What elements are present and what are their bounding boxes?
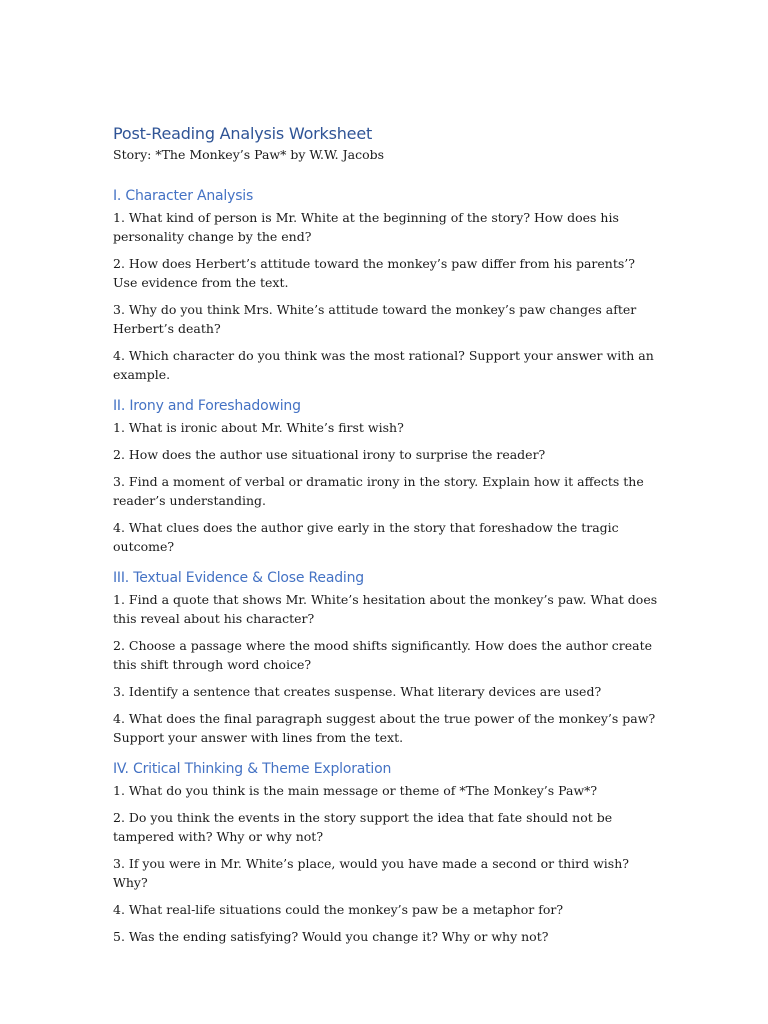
question: 1. What do you think is the main message or theme of *The Monkey’s Paw*? [113, 783, 598, 798]
document-subtitle: Story: *The Monkey’s Paw* by W.W. Jacobs [113, 147, 385, 162]
question: 2. Do you think the events in the story support the idea that fate should not be tampered with? Why or why not? [113, 810, 613, 844]
question: 4. What does the final paragraph suggest about the true power of the monkey’s paw? Support your answer with lines from the text. [113, 711, 656, 745]
section-character-analysis [113, 188, 658, 384]
document-title: Post-Reading Analysis Worksheet [113, 124, 373, 143]
question: 1. What is ironic about Mr. White’s first wish? [113, 420, 404, 435]
section-irony-foreshadowing [113, 398, 658, 556]
question: 4. What real-life situations could the monkey’s paw be a metaphor for? [113, 902, 564, 917]
question: 3. Why do you think Mrs. White’s attitude toward the monkey’s paw changes after Herbert’s death? [113, 302, 637, 336]
worksheet-page [113, 124, 658, 960]
section-critical-thinking [113, 761, 658, 946]
question: 1. What kind of person is Mr. White at the beginning of the story? How does his personality change by the end? [113, 210, 619, 244]
section-textual-evidence [113, 570, 658, 747]
question: 4. What clues does the author give early in the story that foreshadow the tragic outcome? [113, 520, 619, 554]
question: 2. How does the author use situational irony to surprise the reader? [113, 447, 546, 462]
question: 1. Find a quote that shows Mr. White’s hesitation about the monkey’s paw. What does this reveal about his character? [113, 592, 658, 626]
question: 5. Was the ending satisfying? Would you change it? Why or why not? [113, 929, 549, 944]
question: 2. Choose a passage where the mood shifts significantly. How does the author create this shift through word choice? [113, 638, 653, 672]
section-heading: III. Textual Evidence & Close Reading [113, 570, 364, 586]
question: 2. How does Herbert’s attitude toward the monkey’s paw differ from his parents’? Use evidence from the text. [113, 256, 635, 290]
question: 3. Identify a sentence that creates suspense. What literary devices are used? [113, 684, 602, 699]
section-heading: IV. Critical Thinking & Theme Exploration [113, 761, 392, 777]
question: 4. Which character do you think was the most rational? Support your answer with an example. [113, 348, 654, 382]
section-heading: I. Character Analysis [113, 188, 254, 204]
section-heading: II. Irony and Foreshadowing [113, 398, 301, 414]
question: 3. Find a moment of verbal or dramatic irony in the story. Explain how it affects the reader’s understanding. [113, 474, 644, 508]
question: 3. If you were in Mr. White’s place, would you have made a second or third wish? Why? [113, 856, 629, 890]
